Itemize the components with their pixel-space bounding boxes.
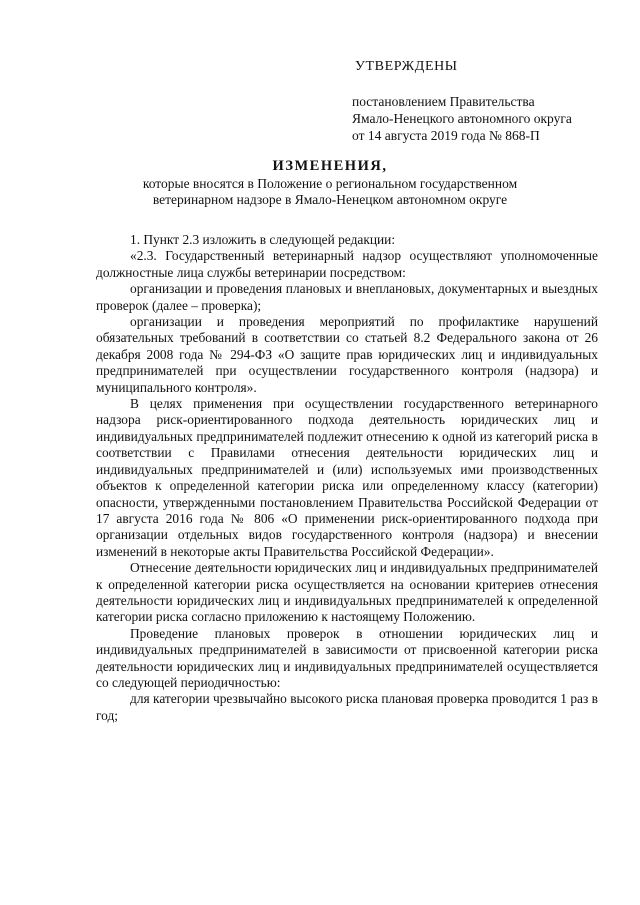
paragraph: 1. Пункт 2.3 изложить в следующей редакции:	[130, 232, 396, 247]
paragraph: Проведение плановых проверок в отношении юридических лиц и индивидуальных предпринимателей в зависимости от присвоенной категории риска деятельности юридических лиц и индивидуальных предпринимателей осуществляется со следующей периодичностью:	[96, 625, 598, 690]
paragraph: В целях применения при осуществлении государственного ветеринарного надзора риск-ориентированного подхода деятельность юридических лиц и индивидуальных предпринимателей подлежит отнесению к одной из категорий риска в соответствии с Правилами отнесения деятельности юридических лиц и индивидуальных предпринимателей и (или) используемых ими производственных объектов к определенной категории риска или определенному классу (категории) опасности, утвержденными постановлением Правительства Российской Федерации от 17 августа 2016 года № 806 «О применении риск-ориентированного подхода при организации отдельных видов государственного контроля (надзора) и внесении изменений в некоторые акты Правительства Российской Федерации».	[96, 396, 598, 559]
heading-subtitle-line: которые вносятся в Положение о региональном государственном	[142, 176, 518, 191]
heading-subtitle-line: ветеринарном надзоре в Ямало-Ненецком автономном округе	[152, 192, 508, 207]
document-body	[96, 232, 598, 724]
approval-line: постановлением Правительства	[352, 94, 535, 109]
paragraph: организации и проведения мероприятий по профилактике нарушений обязательных требований в соответствии со статьей 8.2 Федерального закона от 26 декабря 2008 года № 294-ФЗ «О защите прав юридических лиц и индивидуальных предпринимателей при осуществлении государственного контроля (надзора) и муниципального контроля».	[96, 314, 598, 395]
approval-block	[352, 58, 622, 144]
approval-line: Ямало-Ненецкого автономного округа	[352, 111, 572, 126]
paragraph: организации и проведения плановых и внеплановых, документарных и выездных проверок (далее – проверка);	[96, 281, 598, 313]
paragraph: для категории чрезвычайно высокого риска плановая проверка проводится 1 раз в год;	[96, 691, 598, 723]
heading-title: ИЗМЕНЕНИЯ,	[272, 158, 388, 174]
approval-title: УТВЕРЖДЕНЫ	[355, 59, 458, 74]
paragraph: «2.3. Государственный ветеринарный надзор осуществляют уполномоченные должностные лица службы ветеринарии посредством:	[96, 248, 598, 280]
document-heading	[110, 158, 550, 208]
approval-line: от 14 августа 2019 года № 868-П	[352, 128, 540, 143]
paragraph: Отнесение деятельности юридических лиц и индивидуальных предпринимателей к определенной категории риска осуществляется на основании критериев отнесения деятельности юридических лиц и индивидуальных предпринимателей к определенной категории риска согласно приложению к настоящему Положению.	[96, 560, 598, 625]
